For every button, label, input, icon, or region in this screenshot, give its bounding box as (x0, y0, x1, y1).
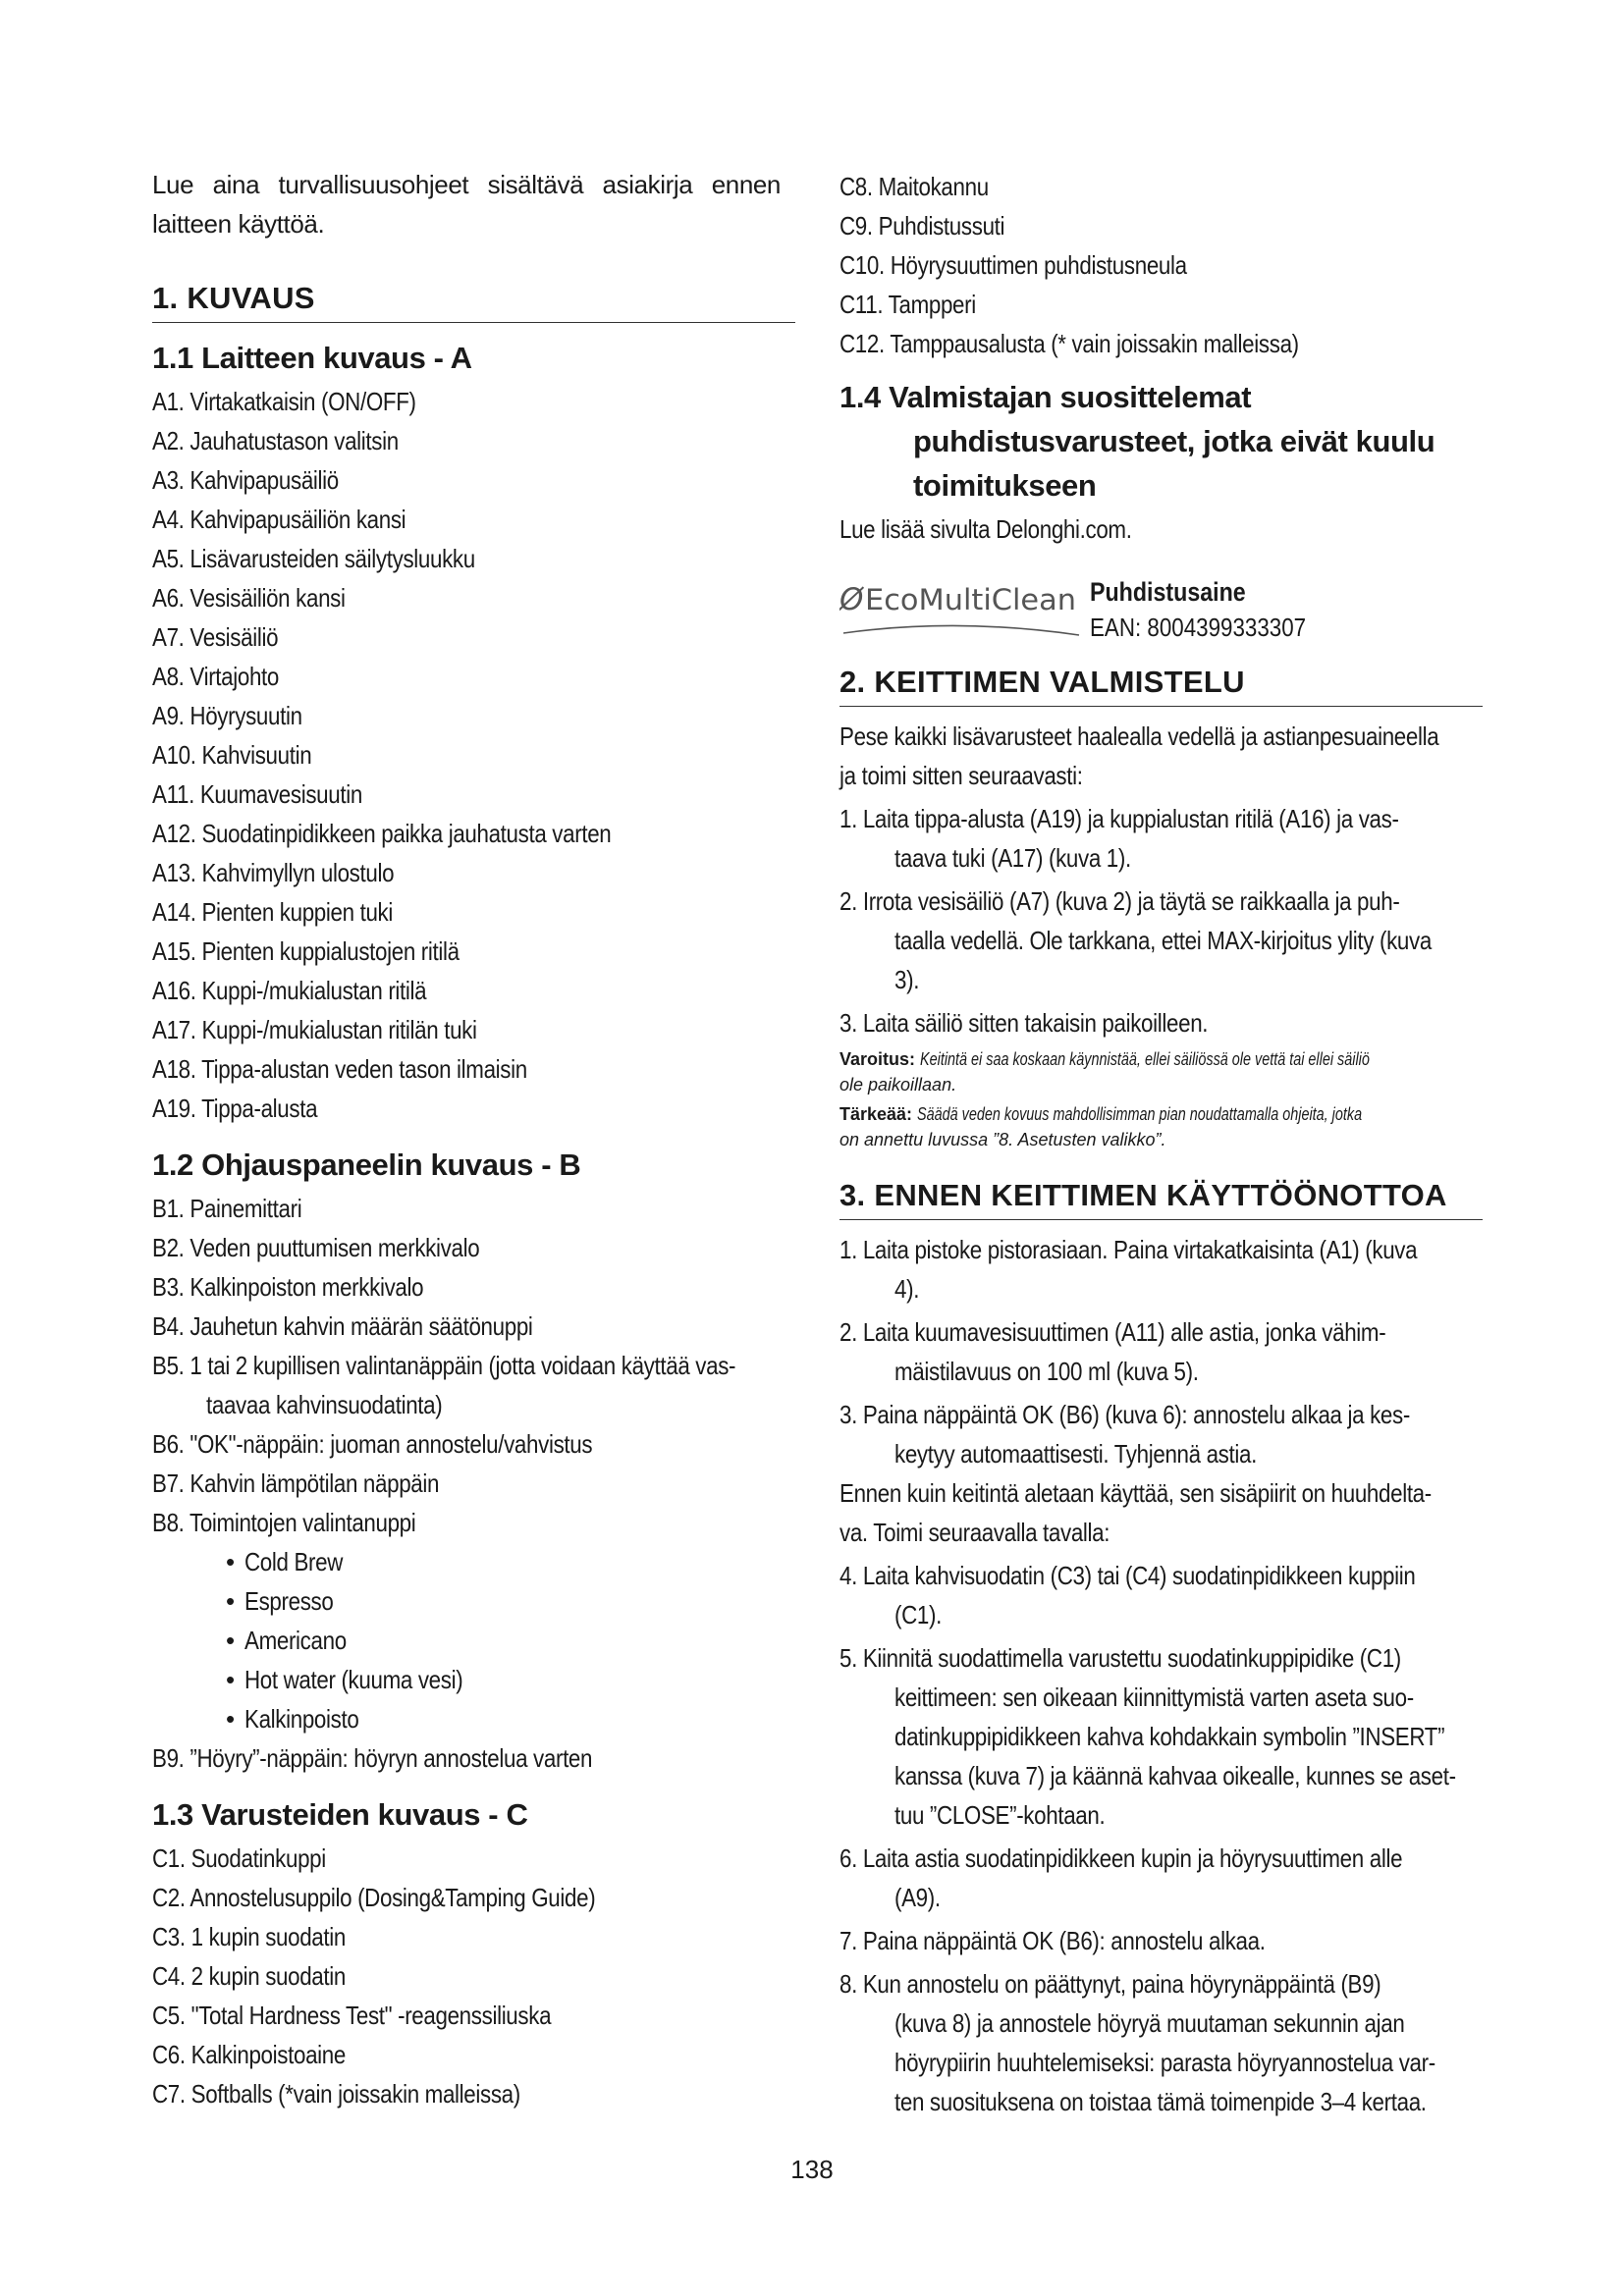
step-line-continuation: keittimeen: sen oikeaan kiinnittymistä varten aseta suo- (894, 1682, 1414, 1712)
section-3-steps-b (839, 1556, 1483, 2121)
list-item: A18. Tippa-alustan veden tason ilmaisin (152, 1054, 527, 1084)
important-note: Tärkeää: Säädä veden kovuus mahdollisimman pian noudattamalla ohjeita, jotka on annettu luvussa ”8. Asetusten valikko”. (839, 1104, 1363, 1149)
list-item: C3. 1 kupin suodatin (152, 1922, 346, 1951)
list-item: A5. Lisävarusteiden säilytysluukku (152, 544, 475, 573)
section-2-intro-2: ja toimi sitten seuraavasti: (839, 761, 1083, 790)
step-line: 8. Kun annostelu on päättynyt, paina höyrynäppäintä (B9) (839, 1969, 1381, 1999)
control-panel-list (152, 1189, 795, 1346)
list-item: C6. Kalkinpoistoaine (152, 2040, 346, 2069)
accessories-list (152, 1839, 795, 2113)
step-line-continuation: mäistilavuus on 100 ml (kuva 5). (894, 1357, 1199, 1386)
subsection-1-2-heading: 1.2 Ohjauspaneelin kuvaus - B (152, 1148, 581, 1182)
page-number: 138 (790, 2155, 834, 2184)
step-line-continuation: tuu ”CLOSE”-kohtaan. (894, 1800, 1106, 1830)
step-line-continuation: taalla vedellä. Ole tarkkana, ettei MAX-kirjoitus ylity (kuva (894, 926, 1432, 955)
numbered-step (839, 1839, 1483, 1917)
list-item: C8. Maitokannu (839, 172, 989, 201)
step-line-continuation: datinkuppipidikkeen kahva kohdakkain symbolin ”INSERT” (894, 1722, 1445, 1751)
step-line-continuation: kanssa (kuva 7) ja käännä kahvaa oikealle, kunnes se aset- (894, 1761, 1456, 1790)
bullet-item: • Hot water (kuuma vesi) (226, 1660, 795, 1699)
list-item: B6. "OK"-näppäin: juoman annostelu/vahvistus (152, 1429, 593, 1459)
bullet-item: • Kalkinpoisto (226, 1699, 795, 1738)
svg-text:Ø: Ø (839, 582, 864, 617)
bullet-item: • Espresso (226, 1581, 795, 1621)
svg-text:EcoMultiClean: EcoMultiClean (865, 583, 1076, 616)
ecomulticlean-logo-icon (839, 574, 1080, 643)
list-item: C12. Tamppausalusta (* vain joissakin malleissa) (839, 329, 1299, 358)
subsection-1-3-heading: 1.3 Varusteiden kuvaus - C (152, 1797, 528, 1832)
list-item: B7. Kahvin lämpötilan näppäin (152, 1468, 440, 1498)
subsection-1-4-heading: 1.4 Valmistajan suosittelemat puhdistusvarusteet, jotka eivät kuulu toimitukseen (839, 380, 1435, 503)
section-2-intro: Pese kaikki lisävarusteet haalealla vedellä ja astianpesuaineella (839, 721, 1439, 751)
control-panel-list-2 (152, 1424, 795, 1542)
numbered-step (839, 881, 1483, 999)
list-item: A8. Virtajohto (152, 662, 280, 691)
list-item: C5. "Total Hardness Test" -reagenssiliuska (152, 2001, 552, 2030)
list-item: A11. Kuumavesisuutin (152, 779, 362, 809)
step-line-continuation: (kuva 8) ja annostele höyryä muutaman sekunnin ajan (894, 2008, 1405, 2038)
list-item-continuation: taavaa kahvinsuodatinta) (206, 1390, 443, 1419)
step-line: 2. Laita kuumavesisuuttimen (A11) alle astia, jonka vähim- (839, 1317, 1386, 1347)
product-info (1090, 574, 1341, 645)
list-item: B3. Kalkinpoiston merkkivalo (152, 1272, 424, 1302)
list-item: B1. Painemittari (152, 1194, 302, 1223)
list-item: A9. Höyrysuutin (152, 701, 302, 730)
step-line: 5. Kiinnitä suodattimella varustettu suodatinkuppipidike (C1) (839, 1643, 1401, 1673)
numbered-step (839, 1230, 1483, 1308)
section-1-heading: 1. KUVAUS (152, 279, 795, 323)
section-2-heading: 2. KEITTIMEN VALMISTELU (839, 663, 1483, 707)
section-3-mid-text-2: va. Toimi seuraavalla tavalla: (839, 1518, 1110, 1547)
step-line-continuation: keytyy automaattisesti. Tyhjennä astia. (894, 1439, 1257, 1468)
list-item: A12. Suodatinpidikkeen paikka jauhatusta varten (152, 819, 612, 848)
step-line: 3. Laita säiliö sitten takaisin paikoilleen. (839, 1008, 1209, 1038)
list-item: A7. Vesisäiliö (152, 622, 279, 652)
step-line: 2. Irrota vesisäiliö (A7) (kuva 2) ja täytä se raikkaalla ja puh- (839, 886, 1400, 916)
bullet-item: • Americano (226, 1621, 795, 1660)
left-column (152, 165, 795, 2113)
device-parts-list (152, 382, 795, 1128)
warning-note: Varoitus: Keitintä ei saa koskaan käynnistää, ellei säiliössä ole vettä tai ellei säiliö ole paikoillaan. (839, 1049, 1370, 1095)
list-item: C4. 2 kupin suodatin (152, 1961, 346, 1991)
step-line: 1. Laita pistoke pistorasiaan. Paina virtakatkaisinta (A1) (kuva (839, 1235, 1418, 1264)
numbered-step (839, 1964, 1483, 2121)
right-column (839, 167, 1483, 2121)
step-line: 4. Laita kahvisuodatin (C3) tai (C4) suodatinpidikkeen kuppiin (839, 1561, 1416, 1590)
list-item: A16. Kuppi-/mukialustan ritilä (152, 976, 427, 1005)
subsection-1-1-heading: 1.1 Laitteen kuvaus - A (152, 341, 472, 375)
list-item: A6. Vesisäiliön kansi (152, 583, 346, 613)
product-name: Puhdistusaine (1090, 577, 1246, 607)
list-item: A2. Jauhatustason valitsin (152, 426, 399, 455)
numbered-step (839, 1638, 1483, 1835)
list-item: C1. Suodatinkuppi (152, 1843, 326, 1873)
list-item: B9. ”Höyry”-näppäin: höyryn annostelua varten (152, 1743, 593, 1773)
list-item: A19. Tippa-alusta (152, 1094, 318, 1123)
section-3-heading: 3. ENNEN KEITTIMEN KÄYTTÖÖNOTTOA (839, 1176, 1483, 1220)
product-row (839, 574, 1483, 645)
step-line: 7. Paina näppäintä OK (B6): annostelu alkaa. (839, 1926, 1266, 1955)
website-reference: Lue lisää sivulta Delonghi.com. (839, 514, 1132, 544)
list-item: C10. Höyrysuuttimen puhdistusneula (839, 250, 1187, 280)
step-line-continuation: (A9). (894, 1883, 941, 1912)
numbered-step (839, 1556, 1483, 1634)
list-item: B4. Jauhetun kahvin määrän säätönuppi (152, 1311, 533, 1341)
ecomulticlean-logo (839, 574, 1080, 643)
numbered-step (839, 1003, 1483, 1042)
numbered-step (839, 1312, 1483, 1391)
list-item: A13. Kahvimyllyn ulostulo (152, 858, 395, 887)
bullet-item: • Cold Brew (226, 1542, 795, 1581)
section-3-mid-text: Ennen kuin keitintä aletaan käyttää, sen sisäpiirit on huuhdelta- (839, 1478, 1432, 1508)
list-item: B8. Toimintojen valintanuppi (152, 1508, 416, 1537)
step-line: 6. Laita astia suodatinpidikkeen kupin ja höyrysuuttimen alle (839, 1843, 1403, 1873)
step-line-continuation: ten suosituksena on toistaa tämä toimenpide 3–4 kertaa. (894, 2087, 1427, 2116)
step-line-continuation: (C1). (894, 1600, 942, 1629)
intro-text: Lue aina turvallisuusohjeet sisältävä asiakirja ennen laitteen käyttöä. (152, 170, 781, 239)
list-item: A14. Pienten kuppien tuki (152, 897, 393, 927)
list-item: B5. 1 tai 2 kupillisen valintanäppäin (jotta voidaan käyttää vas- (152, 1351, 736, 1380)
list-item: A3. Kahvipapusäiliö (152, 465, 339, 495)
list-item: C9. Puhdistussuti (839, 211, 1005, 240)
accessories-list-continued (839, 167, 1483, 363)
function-bullets (152, 1542, 795, 1738)
numbered-step (839, 1921, 1483, 1960)
list-item: A17. Kuppi-/mukialustan ritilän tuki (152, 1015, 477, 1044)
list-item: A10. Kahvisuutin (152, 740, 312, 770)
step-line-continuation: höyrypiirin huuhtelemiseksi: parasta höyryannostelua var- (894, 2048, 1435, 2077)
list-item: A1. Virtakatkaisin (ON/OFF) (152, 387, 416, 416)
step-line: 1. Laita tippa-alusta (A19) ja kuppialustan ritilä (A16) ja vas- (839, 804, 1399, 833)
list-item: A4. Kahvipapusäiliön kansi (152, 505, 406, 534)
product-ean: EAN: 8004399333307 (1090, 613, 1307, 642)
section-3-steps-a (839, 1230, 1483, 1473)
section-2-steps (839, 799, 1483, 1042)
step-line-continuation: 4). (894, 1274, 920, 1304)
numbered-step (839, 1395, 1483, 1473)
numbered-step (839, 799, 1483, 878)
list-item: A15. Pienten kuppialustojen ritilä (152, 936, 460, 966)
list-item: C11. Tampperi (839, 290, 976, 319)
list-item: B2. Veden puuttumisen merkkivalo (152, 1233, 480, 1262)
list-item: C2. Annostelusuppilo (Dosing&Tamping Guide) (152, 1883, 596, 1912)
step-line-continuation: 3). (894, 965, 920, 994)
step-line: 3. Paina näppäintä OK (B6) (kuva 6): annostelu alkaa ja kes- (839, 1400, 1410, 1429)
step-line-continuation: taava tuki (A17) (kuva 1). (894, 843, 1131, 873)
list-item: C7. Softballs (*vain joissakin malleissa) (152, 2079, 520, 2109)
